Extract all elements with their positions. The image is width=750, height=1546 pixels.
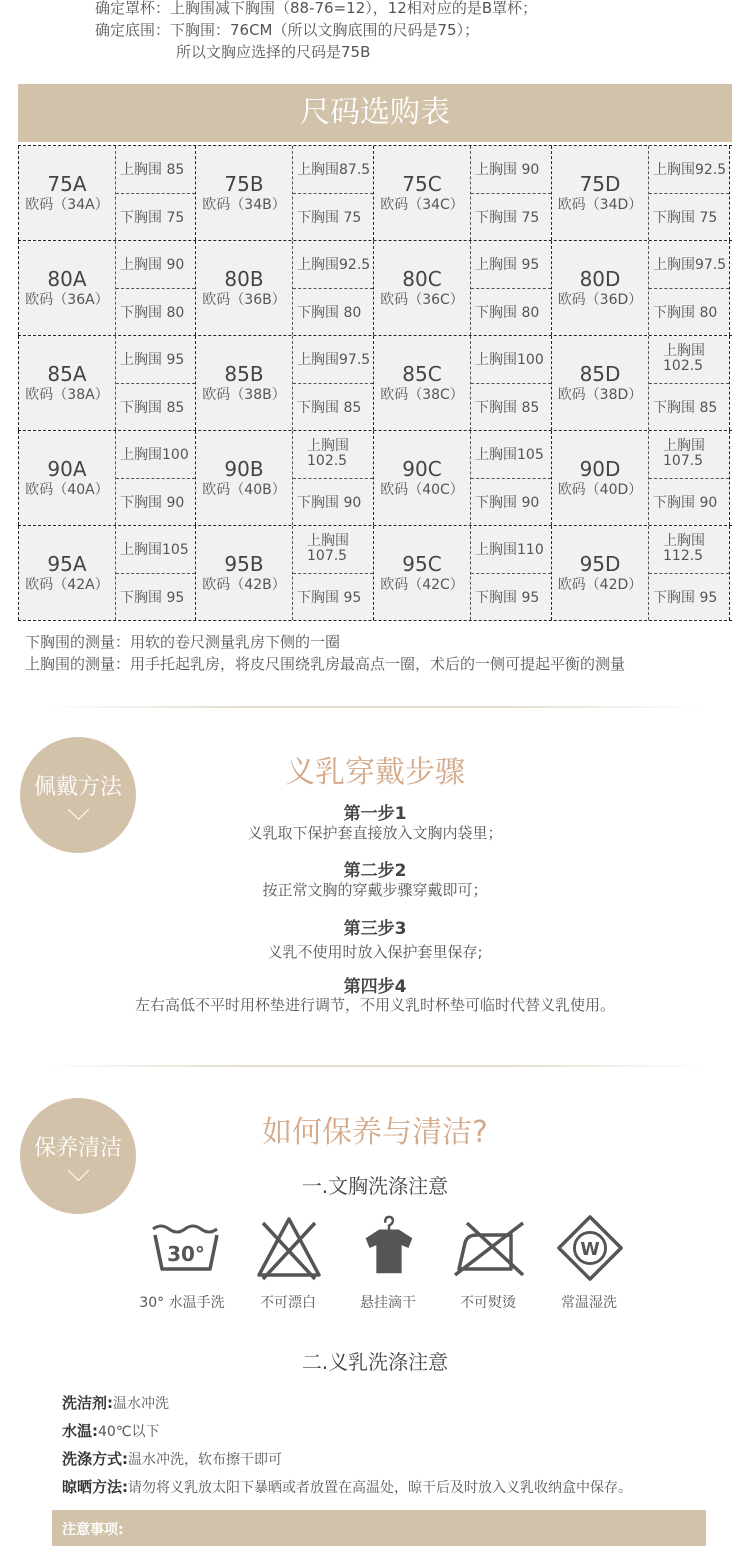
- size-label-box: [374, 431, 471, 525]
- notice-bar: [52, 1510, 706, 1546]
- size-label-box: [19, 526, 116, 620]
- section-divider: [45, 706, 705, 708]
- over-bust-value: 上胸围 95: [471, 241, 551, 289]
- size-label-box: [374, 241, 471, 335]
- size-code: 95C: [402, 552, 442, 576]
- size-cell: [374, 526, 552, 620]
- size-table-title: 尺码选购表: [18, 84, 732, 142]
- size-cell: [18, 146, 196, 240]
- care-line-label: 洗涤方式:: [62, 1450, 128, 1468]
- prosthesis-wash-heading: 二.义乳洗涤注意: [301, 1350, 449, 1374]
- care-line-label: 晾晒方法:: [62, 1478, 128, 1496]
- care-title: 如何保养与清洁?: [262, 1115, 488, 1150]
- over-bust-value: 上胸围 107.5: [293, 526, 373, 574]
- under-bust-value: 下胸围 85: [653, 399, 718, 416]
- icon-caption: 常温湿洗: [561, 1295, 617, 1311]
- size-code: 85A: [47, 362, 87, 386]
- over-bust-value: 上胸围97.5: [649, 241, 729, 289]
- measurement-box: [293, 336, 373, 430]
- size-code: 80A: [47, 267, 87, 291]
- eu-size: 欧码（40D）: [557, 482, 643, 498]
- size-code: 85D: [579, 362, 621, 386]
- measurement-box: [649, 431, 729, 525]
- step-desc: 左右高低不平时用杯垫进行调节，不用义乳时杯垫可临时代替义乳使用。: [134, 996, 615, 1014]
- under-bust-value: 下胸围 80: [120, 304, 185, 321]
- size-table-row: [18, 145, 732, 241]
- over-bust-value: 上胸围 90: [116, 241, 195, 289]
- under-bust-value: 下胸围 75: [653, 209, 718, 226]
- under-bust-value: 下胸围 80: [297, 304, 362, 321]
- measurement-box: [116, 241, 195, 335]
- eu-size: 欧码（36C）: [380, 292, 464, 308]
- size-code: 90D: [579, 457, 621, 481]
- over-bust-value: 上胸围105: [116, 526, 195, 574]
- size-cell: [18, 431, 196, 525]
- under-bust-value: 下胸围 75: [120, 209, 185, 226]
- eu-size: 欧码（34D）: [557, 197, 643, 213]
- eu-size: 欧码（36D）: [557, 292, 643, 308]
- size-cell: [552, 336, 730, 430]
- over-bust-value: 上胸围100: [471, 336, 551, 384]
- size-code: 75C: [402, 172, 442, 196]
- size-label-box: [552, 526, 649, 620]
- under-bust-value: 下胸围 90: [653, 494, 718, 511]
- size-label-box: [552, 336, 649, 430]
- care-line-value: 温水冲洗，软布擦干即可: [128, 1452, 282, 1468]
- intro-result-line: 所以文胸应选择的尺码是75B: [176, 43, 371, 61]
- size-label-box: [374, 336, 471, 430]
- icon-caption: 不可漂白: [260, 1295, 316, 1311]
- wearing-badge-label: 佩戴方法: [33, 774, 122, 800]
- eu-size: 欧码（34C）: [380, 197, 464, 213]
- care-line: [62, 1420, 160, 1441]
- size-cell: [18, 241, 196, 335]
- under-bust-value: 下胸围 75: [475, 209, 540, 226]
- measurement-box: [116, 431, 195, 525]
- under-bust-value: 下胸围 95: [475, 589, 540, 606]
- over-bust-value: 上胸围 107.5: [649, 431, 729, 479]
- size-table-row: [18, 336, 732, 431]
- wearing-title: 义乳穿戴步骤: [285, 755, 465, 790]
- wash-30-icon: [147, 1215, 227, 1289]
- measurement-box: [649, 146, 729, 240]
- hang-dry-icon: [349, 1213, 429, 1287]
- size-cell: [552, 241, 730, 335]
- size-code: 85C: [402, 362, 442, 386]
- size-cell: [552, 431, 730, 525]
- under-bust-value: 下胸围 95: [653, 589, 718, 606]
- notice-label: 注意事项:: [62, 1522, 124, 1538]
- size-table-row: [18, 241, 732, 336]
- size-cell: [196, 431, 374, 525]
- measurement-box: [116, 336, 195, 430]
- eu-size: 欧码（36A）: [25, 292, 109, 308]
- under-bust-note: 下胸围的测量：用软的卷尺测量乳房下侧的一圈: [25, 633, 341, 651]
- measurement-box: [471, 241, 551, 335]
- step-title: 第二步2: [343, 861, 407, 881]
- measurement-box: [293, 431, 373, 525]
- over-bust-value: 上胸围105: [471, 431, 551, 479]
- under-bust-value: 下胸围 75: [297, 209, 362, 226]
- eu-size: 欧码（38B）: [202, 387, 286, 403]
- step-title: 第三步3: [343, 919, 407, 939]
- eu-size: 欧码（42C）: [380, 577, 464, 593]
- care-badge-label: 保养清洁: [33, 1135, 122, 1161]
- wet-clean-mark: W: [580, 1239, 600, 1260]
- under-bust-value: 下胸围 85: [475, 399, 540, 416]
- care-line-label: 洗洁剂:: [62, 1394, 113, 1412]
- care-line: [62, 1392, 169, 1413]
- over-bust-value: 上胸围 85: [116, 146, 195, 194]
- size-cell: [374, 336, 552, 430]
- under-bust-value: 下胸围 85: [297, 399, 362, 416]
- eu-size: 欧码（36B）: [202, 292, 286, 308]
- size-label-box: [196, 146, 293, 240]
- eu-size: 欧码（42B）: [202, 577, 286, 593]
- section-divider: [45, 1065, 705, 1067]
- eu-size: 欧码（40B）: [202, 482, 286, 498]
- care-line: [62, 1476, 632, 1497]
- care-line-value: 温水冲洗: [113, 1396, 169, 1412]
- size-label-box: [552, 241, 649, 335]
- size-label-box: [552, 146, 649, 240]
- icon-caption: 不可熨烫: [460, 1295, 516, 1311]
- size-cell: [552, 526, 730, 620]
- size-label-box: [19, 431, 116, 525]
- eu-size: 欧码（40C）: [380, 482, 464, 498]
- icon-caption: 30° 水温手洗: [139, 1295, 225, 1311]
- size-label-box: [19, 241, 116, 335]
- size-label-box: [19, 146, 116, 240]
- eu-size: 欧码（34B）: [202, 197, 286, 213]
- step-desc: 义乳取下保护套直接放入文胸内袋里；: [247, 824, 503, 842]
- measurement-box: [471, 336, 551, 430]
- over-bust-value: 上胸围92.5: [293, 241, 373, 289]
- under-bust-value: 下胸围 90: [120, 494, 185, 511]
- size-label-box: [196, 526, 293, 620]
- measurement-box: [649, 241, 729, 335]
- measurement-box: [293, 526, 373, 620]
- over-bust-value: 上胸围100: [116, 431, 195, 479]
- size-code: 95D: [579, 552, 621, 576]
- no-bleach-icon: [249, 1215, 329, 1289]
- size-code: 80D: [579, 267, 621, 291]
- eu-size: 欧码（40A）: [25, 482, 109, 498]
- measurement-box: [471, 526, 551, 620]
- size-cell: [196, 241, 374, 335]
- eu-size: 欧码（38A）: [25, 387, 109, 403]
- over-bust-value: 上胸围97.5: [293, 336, 373, 384]
- size-cell: [196, 146, 374, 240]
- step-desc: 义乳不使用时放入保护套里保存;: [267, 943, 483, 961]
- size-code: 95A: [47, 552, 87, 576]
- care-line: [62, 1448, 282, 1469]
- size-code: 75D: [579, 172, 621, 196]
- over-bust-value: 上胸围 95: [116, 336, 195, 384]
- under-bust-value: 下胸围 80: [653, 304, 718, 321]
- wet-clean-icon: [550, 1213, 630, 1287]
- size-cell: [374, 431, 552, 525]
- care-line-value: 40℃以下: [98, 1424, 160, 1440]
- step-desc: 按正常文胸的穿戴步骤穿戴即可；: [262, 881, 488, 899]
- measurement-box: [116, 526, 195, 620]
- measurement-box: [471, 431, 551, 525]
- over-bust-value: 上胸围110: [471, 526, 551, 574]
- size-code: 80B: [224, 267, 264, 291]
- over-bust-value: 上胸围87.5: [293, 146, 373, 194]
- size-cell: [552, 146, 730, 240]
- size-table-row: [18, 431, 732, 526]
- eu-size: 欧码（42D）: [557, 577, 643, 593]
- measurement-box: [293, 241, 373, 335]
- intro-band-line: 确定底围：下胸围：76CM（所以文胸底围的尺码是75）；: [95, 21, 480, 39]
- icon-caption: 悬挂滴干: [360, 1295, 416, 1311]
- measurement-box: [649, 526, 729, 620]
- care-line-label: 水温:: [62, 1422, 98, 1440]
- under-bust-value: 下胸围 95: [120, 589, 185, 606]
- size-code: 90C: [402, 457, 442, 481]
- size-cell: [196, 336, 374, 430]
- over-bust-value: 上胸围 102.5: [649, 336, 729, 384]
- size-code: 90A: [47, 457, 87, 481]
- size-label-box: [374, 526, 471, 620]
- wash-temp-mark: 30°: [167, 1242, 205, 1266]
- size-cell: [18, 336, 196, 430]
- measurement-box: [293, 146, 373, 240]
- size-code: 75B: [224, 172, 264, 196]
- size-label-box: [19, 336, 116, 430]
- size-label-box: [196, 336, 293, 430]
- eu-size: 欧码（38D）: [557, 387, 643, 403]
- eu-size: 欧码（42A）: [25, 577, 109, 593]
- under-bust-value: 下胸围 90: [475, 494, 540, 511]
- size-cell: [374, 146, 552, 240]
- size-table: [18, 145, 732, 621]
- under-bust-value: 下胸围 80: [475, 304, 540, 321]
- over-bust-value: 上胸围 90: [471, 146, 551, 194]
- step-title: 第四步4: [343, 977, 407, 997]
- measurement-box: [649, 336, 729, 430]
- measurement-box: [116, 146, 195, 240]
- over-bust-note: 上胸围的测量：用手托起乳房，将皮尺围绕乳房最高点一圈，术后的一侧可提起平衡的测量: [25, 655, 626, 673]
- eu-size: 欧码（38C）: [380, 387, 464, 403]
- over-bust-value: 上胸围 112.5: [649, 526, 729, 574]
- size-label-box: [374, 146, 471, 240]
- size-label-box: [196, 431, 293, 525]
- size-code: 95B: [224, 552, 264, 576]
- bra-wash-heading: 一.文胸洗涤注意: [301, 1174, 449, 1198]
- step-title: 第一步1: [343, 804, 407, 824]
- size-code: 80C: [402, 267, 442, 291]
- care-line-value: 请勿将义乳放太阳下暴晒或者放置在高温处，晾干后及时放入义乳收纳盒中保存。: [128, 1480, 632, 1496]
- size-label-box: [196, 241, 293, 335]
- intro-cup-line: 确定罩杯：上胸围减下胸围（88-76=12），12相对应的是B罩杯；: [95, 0, 538, 17]
- size-cell: [18, 526, 196, 620]
- measurement-box: [471, 146, 551, 240]
- under-bust-value: 下胸围 90: [297, 494, 362, 511]
- size-code: 75A: [47, 172, 87, 196]
- under-bust-value: 下胸围 95: [297, 589, 362, 606]
- size-code: 85B: [224, 362, 264, 386]
- size-table-row: [18, 526, 732, 621]
- size-label-box: [552, 431, 649, 525]
- eu-size: 欧码（34A）: [25, 197, 109, 213]
- no-iron-icon: [449, 1215, 529, 1289]
- over-bust-value: 上胸围 102.5: [293, 431, 373, 479]
- size-cell: [374, 241, 552, 335]
- over-bust-value: 上胸围92.5: [649, 146, 729, 194]
- size-cell: [196, 526, 374, 620]
- size-code: 90B: [224, 457, 264, 481]
- under-bust-value: 下胸围 85: [120, 399, 185, 416]
